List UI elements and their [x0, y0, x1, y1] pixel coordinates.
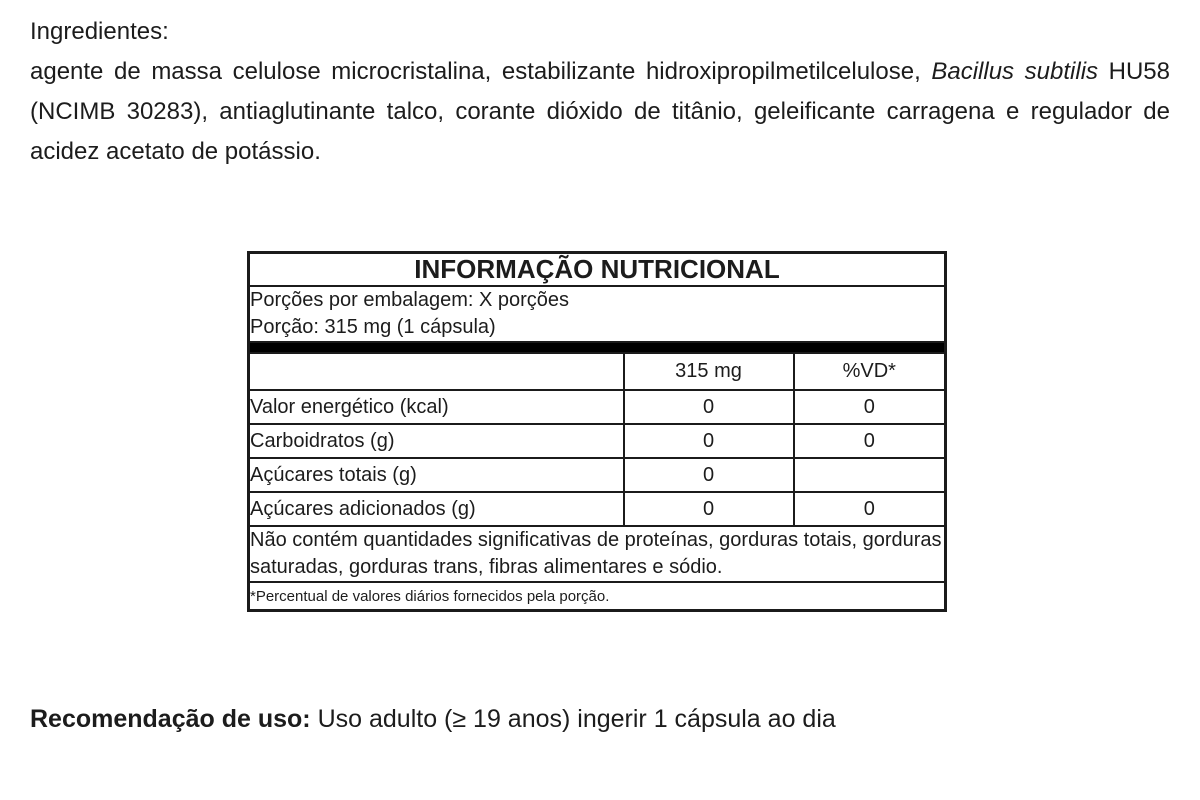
servings-per-package: Porções por embalagem: X porções	[250, 289, 570, 311]
row-label: Valor energético (kcal)	[249, 390, 624, 424]
table-note: Não contém quantidades significativas de proteínas, gorduras totais, gorduras saturadas, gorduras trans, fibras alimentares e sódio.	[249, 526, 946, 582]
row-amount: 0	[624, 390, 794, 424]
row-label: Açúcares adicionados (g)	[249, 492, 624, 526]
usage-text: Uso adulto (≥ 19 anos) ingerir 1 cápsula ao dia	[310, 705, 836, 733]
ingredients-text	[30, 52, 1170, 172]
ingredients-species-name: Bacillus subtilis	[931, 58, 1099, 85]
usage-recommendation	[30, 705, 1180, 734]
nutrition-facts-table	[247, 251, 947, 612]
ingredients-text-part1: agente de massa celulose microcristalina, estabilizante hidroxipropilmetilcelulose,	[30, 58, 932, 85]
table-row-total-sugars	[249, 458, 946, 492]
table-title-row	[249, 253, 946, 287]
row-amount: 0	[624, 424, 794, 458]
ingredients-text-part2: HU58 (NCIMB 30283), antiaglutinante talco, corante dióxido de titânio, geleificante carragena e regulador de acidez acetato de potássio.	[30, 58, 1170, 165]
serving-size: Porção: 315 mg (1 cápsula)	[250, 316, 496, 338]
column-header-blank	[249, 353, 624, 390]
row-dv: 0	[794, 492, 946, 526]
thick-divider-row	[249, 342, 946, 353]
ingredients-heading: Ingredientes:	[30, 18, 169, 45]
table-row-carbs	[249, 424, 946, 458]
row-dv	[794, 458, 946, 492]
table-footnote-row	[249, 582, 946, 611]
row-dv: 0	[794, 390, 946, 424]
column-header-amount: 315 mg	[624, 353, 794, 390]
row-amount: 0	[624, 458, 794, 492]
table-note-row	[249, 526, 946, 582]
servings-row	[249, 286, 946, 342]
column-header-row	[249, 353, 946, 390]
usage-label: Recomendação de uso:	[30, 705, 311, 733]
row-label: Açúcares totais (g)	[249, 458, 624, 492]
table-title: INFORMAÇÃO NUTRICIONAL	[249, 253, 946, 287]
row-amount: 0	[624, 492, 794, 526]
table-footnote: *Percentual de valores diários fornecidos pela porção.	[249, 582, 946, 611]
ingredients-section	[30, 12, 1170, 172]
table-row-energy	[249, 390, 946, 424]
thick-divider-bar	[249, 342, 946, 353]
servings-info	[249, 286, 946, 342]
row-label: Carboidratos (g)	[249, 424, 624, 458]
row-dv: 0	[794, 424, 946, 458]
column-header-dv: %VD*	[794, 353, 946, 390]
table-row-added-sugars	[249, 492, 946, 526]
